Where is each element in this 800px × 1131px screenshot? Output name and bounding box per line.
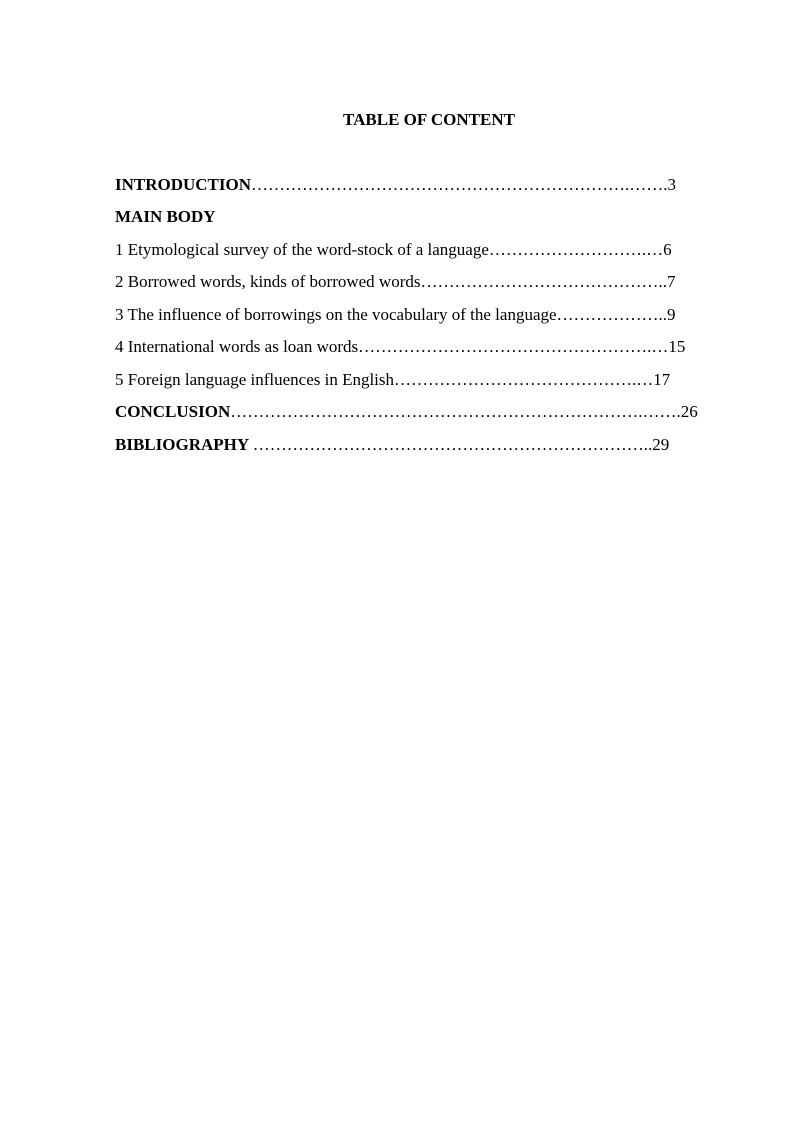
toc-entry-introduction [115,175,676,195]
toc-entry-leader: …………………………………….… [394,370,654,389]
toc-entry-label: CONCLUSION [115,402,231,421]
toc-entry-label: 2 Borrowed words, kinds of borrowed words [115,272,421,291]
toc-entry-label: INTRODUCTION [115,175,252,194]
toc-entry-page: 7 [667,272,676,291]
toc-entry-page: 26 [680,402,698,421]
toc-entry-label: 4 International words as loan words [115,337,359,356]
toc-entry-page: 9 [667,305,676,324]
toc-entry-1 [115,240,672,260]
toc-entry-leader: ……………………….… [488,240,664,259]
toc-entry-page: 6 [663,240,672,259]
toc-entry-leader: …………………………………………….… [358,337,669,356]
toc-entry-2 [115,272,676,292]
toc-entry-page: 3 [667,175,677,194]
toc-entry-4 [115,337,685,357]
toc-entry-label: 1 Etymological survey of the word-stock of a language [115,240,489,259]
toc-section-main-body [115,207,216,227]
toc-entry-3 [115,305,676,325]
toc-entry-label: 5 Foreign language influences in English [115,370,395,389]
toc-entry-5 [115,370,670,390]
toc-entry-page: 15 [668,337,686,356]
toc-entry-leader: …………………………………………………………….. [252,435,653,454]
toc-entry-page: 29 [652,435,670,454]
toc-entry-leader: ………………………………………………………….……. [251,175,668,194]
toc-entry-bibliography [115,435,669,455]
toc-entry-label: BIBLIOGRAPHY [115,435,253,454]
toc-entry-leader: ……………….. [556,305,668,324]
toc-entry-leader: …………………………………….. [420,272,667,291]
toc-entry-conclusion [115,402,698,422]
toc-entry-label: 3 The influence of borrowings on the vocabulary of the language [115,305,557,324]
toc-entry-page: 17 [653,370,671,389]
page-title: TABLE OF CONTENT [343,110,515,129]
toc-entry-label: MAIN BODY [115,207,216,226]
toc-entry-leader: ……………………………………………………………….……. [230,402,681,421]
